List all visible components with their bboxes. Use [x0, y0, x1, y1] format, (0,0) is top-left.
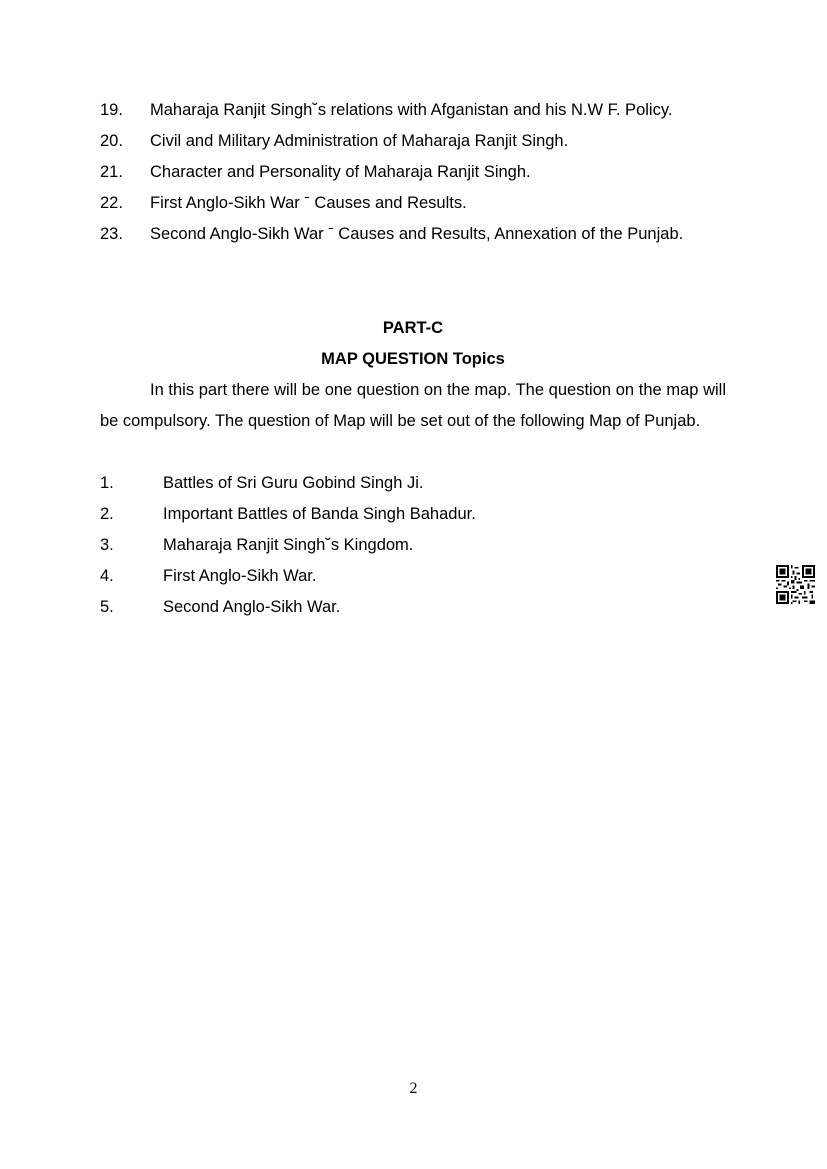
list-item: [100, 126, 726, 157]
list-item: [100, 530, 726, 561]
item-text: Character and Personality of Maharaja Ranjit Singh.: [150, 163, 531, 181]
item-text: Second Anglo-Sikh War ˉ Causes and Results, Annexation of the Punjab.: [150, 225, 684, 243]
list-item: [100, 561, 726, 592]
item-number: 21.: [100, 163, 123, 181]
list-item: [100, 592, 726, 623]
map-topics-list: [100, 468, 726, 623]
item-number: 4.: [100, 567, 114, 585]
qr-code-icon: [776, 565, 815, 604]
intro-paragraph: In this part there will be one question on the map. The question on the map will be compulsory. The question of Map will be set out of the following Map of Punjab.: [100, 381, 726, 430]
list-item: [100, 219, 726, 250]
list-item: [100, 95, 726, 126]
topics-list: [100, 95, 726, 250]
list-item: [100, 499, 726, 530]
item-number: 1.: [100, 474, 114, 492]
item-number: 19.: [100, 101, 123, 119]
item-number: 20.: [100, 132, 123, 150]
item-number: 3.: [100, 536, 114, 554]
section-title: PART-C: [382, 319, 444, 337]
item-number: 22.: [100, 194, 123, 212]
page-number: 2: [409, 1080, 418, 1097]
section-subtitle: MAP QUESTION Topics: [321, 350, 505, 368]
list-item: [100, 188, 726, 219]
item-number: 23.: [100, 225, 123, 243]
item-text: Maharaja Ranjit Singh˘s Kingdom.: [163, 536, 414, 554]
item-text: Civil and Military Administration of Maharaja Ranjit Singh.: [150, 132, 569, 150]
item-number: 2.: [100, 505, 114, 523]
item-text: First Anglo-Sikh War ˉ Causes and Results.: [150, 194, 467, 212]
item-text: Maharaja Ranjit Singh˘s relations with Afganistan and his N.W F. Policy.: [150, 101, 673, 119]
list-item: [100, 468, 726, 499]
item-text: First Anglo-Sikh War.: [163, 567, 317, 585]
item-text: Important Battles of Banda Singh Bahadur.: [163, 505, 476, 523]
item-text: Battles of Sri Guru Gobind Singh Ji.: [163, 474, 424, 492]
item-text: Second Anglo-Sikh War.: [163, 598, 341, 616]
list-item: [100, 157, 726, 188]
item-number: 5.: [100, 598, 114, 616]
